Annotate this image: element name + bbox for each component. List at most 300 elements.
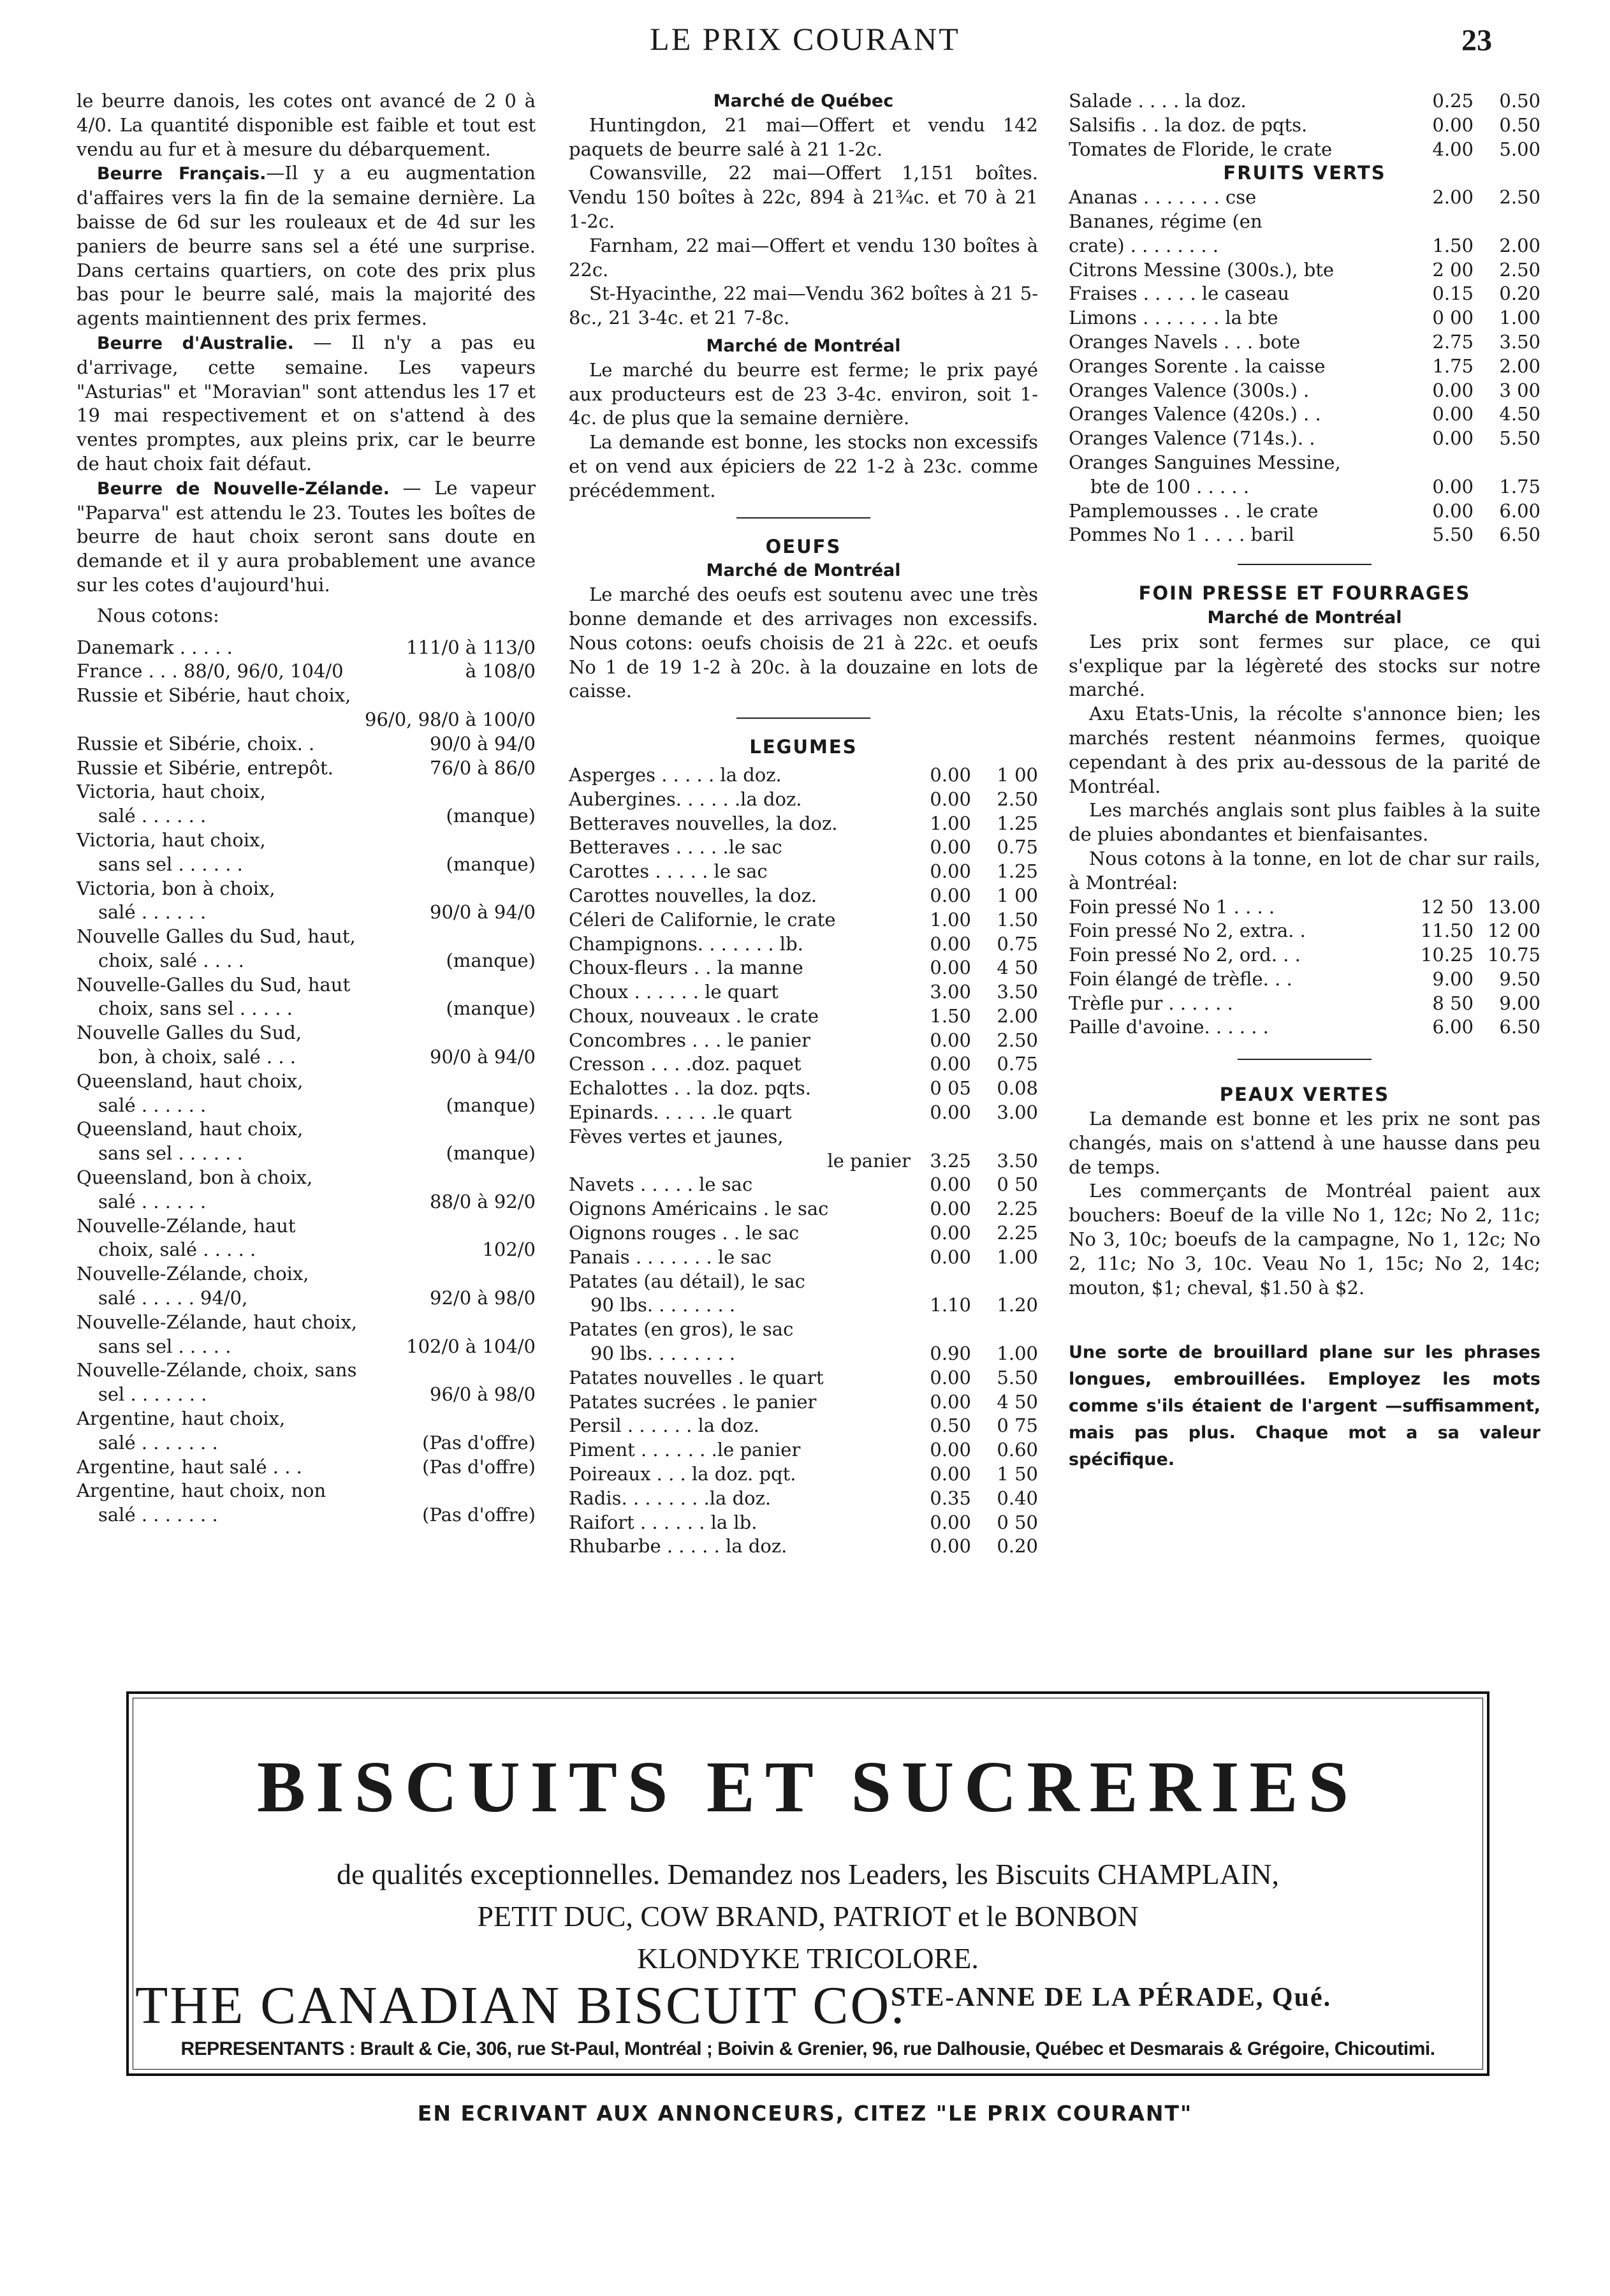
price-label: Nouvelle Galles du Sud, haut,	[77, 925, 356, 948]
paragraph: Farnham, 22 mai—Offert et vendu 130 boîtes à 22c.	[569, 234, 1038, 281]
price-label: Cresson . . . .doz. paquet	[569, 1053, 801, 1075]
price-label: salé . . . . . 94/0,	[98, 1287, 248, 1309]
price-low: 0.00	[930, 1053, 971, 1075]
price-row	[569, 1149, 1038, 1174]
price-label: Ananas . . . . . . . cse	[1069, 186, 1257, 209]
price-label: Russie et Sibérie, choix. .	[77, 732, 315, 754]
price-low: 6.00	[1432, 1016, 1474, 1038]
price-row	[569, 763, 1038, 788]
paragraph: St-Hyacinthe, 22 mai—Vendu 362 boîtes à 21 5-8c., 21 3-4c. et 21 7-8c.	[569, 283, 1038, 329]
price-value: 90/0 à 94/0	[430, 732, 536, 754]
price-value: 96/0, 98/0 à 100/0	[365, 708, 536, 730]
price-high: 4 50	[997, 957, 1038, 979]
price-row	[1069, 210, 1540, 234]
price-high: 2.00	[1499, 234, 1540, 256]
price-low: 3.25	[930, 1149, 971, 1172]
price-label: Panais . . . . . . . le sac	[569, 1246, 772, 1268]
price-row	[569, 1511, 1038, 1535]
price-row	[77, 1190, 536, 1214]
price-low: 1.50	[930, 1004, 971, 1027]
price-label: choix, salé . . . . .	[98, 1239, 256, 1261]
price-low: 1.00	[930, 812, 971, 834]
price-row	[77, 708, 536, 732]
price-row	[77, 1286, 536, 1311]
price-high: 1.00	[997, 1246, 1038, 1268]
price-high: 0.50	[1499, 90, 1540, 112]
price-value: 90/0 à 94/0	[430, 901, 536, 924]
column-right	[1069, 89, 1540, 1473]
price-row	[1069, 89, 1540, 114]
price-label: sans sel . . . . . .	[98, 853, 243, 875]
hay-price-table	[1069, 895, 1540, 1040]
price-low: 0.00	[930, 1511, 971, 1533]
price-label: Poireaux . . . la doz. pqt.	[569, 1463, 796, 1485]
price-row	[1069, 114, 1540, 138]
price-high: 0.40	[997, 1487, 1038, 1509]
price-row	[569, 932, 1038, 957]
price-high: 9.50	[1499, 968, 1540, 990]
price-low: 1.10	[930, 1294, 971, 1316]
price-low: 0.00	[930, 1366, 971, 1388]
price-label: sans sel . . . . .	[98, 1335, 231, 1357]
ad-line: de qualités exceptionnelles. Demandez nos Leaders, les Biscuits CHAMPLAIN,	[336, 1858, 1280, 1890]
price-high: 6.00	[1499, 499, 1540, 522]
price-value: (manque)	[446, 997, 536, 1020]
price-row	[569, 1197, 1038, 1221]
price-low: 0.00	[930, 860, 971, 883]
paragraph: Les marchés anglais sont plus faibles à la suite de pluies abondantes et bienfaisantes.	[1069, 799, 1540, 846]
price-row	[77, 1407, 536, 1431]
price-label: Oignons Américains . le sac	[569, 1198, 829, 1220]
price-row	[569, 788, 1038, 812]
price-row	[1069, 402, 1540, 427]
price-label: Queensland, haut choix,	[77, 1118, 304, 1140]
price-label: Fèves vertes et jaunes,	[569, 1125, 784, 1147]
price-low: 0.50	[930, 1415, 971, 1437]
price-high: 2.00	[997, 1004, 1038, 1027]
price-row	[1069, 282, 1540, 306]
section-heading: FRUITS VERTS	[1223, 162, 1386, 184]
price-low: 2.75	[1432, 330, 1474, 353]
price-row	[77, 1503, 536, 1527]
price-row	[569, 1366, 1038, 1390]
price-label: Choux-fleurs . . la manne	[569, 957, 803, 979]
price-row	[77, 901, 536, 925]
price-low: 0.00	[930, 763, 971, 786]
price-label: Concombres . . . le panier	[569, 1029, 811, 1051]
price-low: 1.00	[930, 908, 971, 931]
price-value: 96/0 à 98/0	[430, 1383, 536, 1406]
price-row	[77, 756, 536, 781]
price-low: 0.00	[1432, 475, 1474, 497]
price-label: Choux, nouveaux . le crate	[569, 1004, 819, 1027]
price-value: (manque)	[446, 805, 536, 827]
price-label: Echalottes . . la doz. pqts.	[569, 1077, 811, 1100]
price-label: Piment . . . . . . .le panier	[569, 1439, 801, 1461]
ad-title: BISCUITS ET SUCRERIES	[257, 1746, 1359, 1827]
price-low: 0.00	[930, 884, 971, 906]
price-row	[77, 684, 536, 708]
price-low: 1.75	[1432, 355, 1474, 377]
price-high: 2.00	[1499, 355, 1540, 377]
price-high: 2.25	[997, 1198, 1038, 1220]
ad-company-name: THE CANADIAN BISCUIT CO.	[135, 1976, 907, 2035]
price-label: bte de 100 . . . . .	[1090, 475, 1250, 497]
price-row	[77, 973, 536, 997]
price-low: 2 00	[1432, 258, 1474, 281]
price-label: Aubergines. . . . . .la doz.	[569, 788, 802, 810]
price-label: Oignons rouges . . le sac	[569, 1222, 800, 1244]
price-low: 0.00	[930, 1222, 971, 1244]
price-row	[77, 659, 536, 684]
divider	[1238, 564, 1372, 565]
price-row	[569, 956, 1038, 980]
price-label: Citrons Messine (300s.), bte	[1069, 258, 1335, 281]
paragraph: La demande est bonne, les stocks non excessifs et on vend aux épiciers de 22 1-2 à 23c. comme précédemment.	[569, 431, 1038, 501]
price-label: Oranges Sanguines Messine,	[1069, 451, 1341, 473]
price-label: crate) . . . . . . . .	[1069, 234, 1219, 256]
price-low: 0.00	[930, 932, 971, 955]
price-high: 0.75	[997, 836, 1038, 858]
paragraph-text: — Le vapeur "Paparva" est attendu le 23. Toutes les boîtes de beurre de haut choix seront sans doute en demande et il y aura probablement une avance sur les cotes d'aujourd'hui.	[77, 476, 536, 596]
price-high: 1.50	[997, 908, 1038, 931]
price-row	[77, 877, 536, 901]
price-row	[569, 1487, 1038, 1511]
price-value: à 108/0	[465, 660, 536, 682]
price-row	[569, 1246, 1038, 1270]
price-low: 0.00	[1432, 499, 1474, 522]
price-row	[77, 1045, 536, 1070]
price-label: Queensland, haut choix,	[77, 1070, 304, 1092]
section-heading: FOIN PRESSE ET FOURRAGES	[1138, 582, 1471, 605]
price-high: 9.00	[1499, 992, 1540, 1014]
price-label: Oranges Sorente . la caisse	[1069, 355, 1326, 377]
price-label: Asperges . . . . . la doz.	[569, 763, 782, 786]
price-low: 3.00	[930, 981, 971, 1003]
paragraph-text: —Il y a eu augmentation d'affaires vers la fin de la semaine dernière. La baisse de 6d sur les rouleaux et de 4d sur les paniers de beurre sans sel a été une surprise. Dans certains quartiers, on cote des prix plus bas pour le beurre salé, mais la majorité des agents maintiennent des prix fermes.	[77, 162, 536, 330]
price-value: (Pas d'offre)	[422, 1455, 536, 1478]
price-label: Pamplemousses . . le crate	[1069, 499, 1319, 522]
paragraph	[77, 476, 536, 598]
divider	[1238, 1059, 1372, 1060]
price-label: Argentine, haut salé . . .	[77, 1455, 302, 1478]
price-label: Pommes No 1 . . . . baril	[1069, 524, 1294, 546]
price-row	[77, 1070, 536, 1094]
price-high: 1 00	[997, 884, 1038, 906]
price-value: (manque)	[446, 1094, 536, 1116]
price-high: 3 00	[1499, 379, 1540, 401]
paragraph	[77, 161, 536, 331]
price-value: 88/0 à 92/0	[430, 1190, 536, 1212]
price-high: 6.50	[1499, 524, 1540, 546]
paragraph-lead: Beurre Français.	[97, 164, 267, 184]
price-low: 12 50	[1420, 895, 1474, 918]
price-row	[569, 1052, 1038, 1077]
price-high: 10.75	[1487, 944, 1540, 966]
price-label: Nouvelle-Zélande, choix, sans	[77, 1359, 357, 1381]
price-row	[569, 860, 1038, 884]
price-high: 2.50	[997, 788, 1038, 810]
price-high: 3.50	[1499, 330, 1540, 353]
price-low: 0.00	[1432, 114, 1474, 136]
price-row	[77, 1311, 536, 1335]
price-label: Trèfle pur . . . . . .	[1069, 992, 1233, 1014]
price-high: 12 00	[1487, 920, 1540, 942]
price-label: salé . . . . . .	[98, 1190, 207, 1212]
column-left	[77, 89, 536, 1527]
price-high: 0.50	[1499, 114, 1540, 136]
price-high: 3.50	[997, 1149, 1038, 1172]
price-row	[77, 925, 536, 949]
price-label: Limons . . . . . . . la bte	[1069, 307, 1278, 329]
price-label: Foin pressé No 2, ord. . .	[1069, 944, 1301, 966]
price-label: Salsifis . . la doz. de pqts.	[1069, 114, 1308, 136]
price-row	[1069, 186, 1540, 210]
price-low: 0.00	[930, 1246, 971, 1268]
paragraph: La demande est bonne et les prix ne sont pas changés, mais on s'attend à une hausse dans peu de temps.	[1069, 1108, 1540, 1178]
price-label: Patates sucrées . le panier	[569, 1390, 817, 1413]
price-label: Oranges Valence (300s.) .	[1069, 379, 1310, 401]
paragraph: Nous cotons:	[97, 604, 219, 626]
price-row	[569, 1342, 1038, 1366]
price-low: 0 00	[1432, 307, 1474, 329]
price-label: Russie et Sibérie, entrepôt.	[77, 756, 333, 779]
price-row	[77, 636, 536, 660]
price-value: 102/0 à 104/0	[406, 1335, 536, 1357]
price-high: 0.60	[997, 1439, 1038, 1461]
price-low: 0.00	[1432, 427, 1474, 450]
price-row	[569, 1270, 1038, 1294]
price-label: Radis. . . . . . . .la doz.	[569, 1487, 772, 1509]
price-high: 4.50	[1499, 403, 1540, 425]
price-row	[569, 835, 1038, 860]
price-row	[569, 1390, 1038, 1415]
price-value: (manque)	[446, 949, 536, 971]
price-label: Raifort . . . . . . la lb.	[569, 1511, 757, 1533]
price-label: Nouvelle-Galles du Sud, haut	[77, 973, 351, 996]
price-row	[1069, 895, 1540, 920]
price-label: France . . . 88/0, 96/0, 104/0	[77, 660, 344, 682]
price-row	[77, 853, 536, 877]
price-low: 11.50	[1420, 920, 1474, 942]
price-high: 6.50	[1499, 1016, 1540, 1038]
paragraph: Les prix sont fermes sur place, ce qui s'explique par la légèreté des stocks sur notre marché.	[1069, 630, 1540, 701]
price-high: 0.08	[997, 1077, 1038, 1100]
price-label: Nouvelle Galles du Sud,	[77, 1022, 302, 1044]
price-row	[1069, 234, 1540, 258]
price-low: 0.00	[1432, 403, 1474, 425]
price-low: 0.15	[1432, 283, 1474, 305]
price-value: (manque)	[446, 1142, 536, 1165]
price-row	[1069, 138, 1540, 162]
price-row	[1069, 968, 1540, 992]
price-label: Epinards. . . . . .le quart	[569, 1101, 792, 1124]
price-high: 0 50	[997, 1511, 1038, 1533]
vegetable-price-table	[569, 763, 1038, 1559]
price-label: salé . . . . . . .	[98, 1504, 218, 1526]
ad-line: KLONDYKE TRICOLORE.	[637, 1942, 979, 1975]
price-high: 1 50	[997, 1463, 1038, 1485]
ad-line: PETIT DUC, COW BRAND, PATRIOT et le BONBON	[477, 1900, 1139, 1932]
price-high: 5.50	[1499, 427, 1540, 450]
price-high: 2.25	[997, 1222, 1038, 1244]
price-label: 90 lbs. . . . . . . .	[590, 1294, 736, 1316]
price-row	[569, 1004, 1038, 1029]
price-low: 8 50	[1432, 992, 1474, 1014]
price-label: Foin pressé No 1 . . . .	[1069, 895, 1275, 918]
price-label: bon, à choix, salé . . .	[98, 1046, 296, 1068]
paragraph	[77, 331, 536, 476]
price-label: Oranges Valence (420s.) . .	[1069, 403, 1321, 425]
paragraph: Le marché des oeufs est soutenu avec une très bonne demande et des arrivages non excessifs. Nous cotons: oeufs choisis de 21 à 22c. et oeufs No 1 de 19 1-2 à 20c. à la douzaine en lots de caisse.	[569, 584, 1038, 702]
paragraph-lead: Beurre de Nouvelle-Zélande.	[97, 478, 390, 499]
price-low: 0.00	[930, 1463, 971, 1485]
vegetable-price-table-continued	[1069, 89, 1540, 161]
price-row	[569, 1462, 1038, 1487]
price-label: Fraises . . . . . le caseau	[1069, 283, 1290, 305]
ad-body	[129, 1853, 1487, 1980]
section-heading: LEGUMES	[749, 736, 858, 758]
price-low: 0.00	[930, 957, 971, 979]
column-middle	[569, 89, 1038, 1559]
price-row	[569, 1173, 1038, 1197]
price-label: 90 lbs. . . . . . . .	[590, 1343, 736, 1365]
price-row	[569, 1318, 1038, 1342]
price-label: Patates (en gros), le sac	[569, 1318, 794, 1341]
price-row	[1069, 523, 1540, 547]
price-low: 0 05	[930, 1077, 971, 1100]
price-low: 0.00	[930, 1029, 971, 1051]
paragraph-text: — Il n'y a pas eu d'arrivage, cette semaine. Les vapeurs "Asturias" et "Moravian" sont attendus les 17 et 19 mai respectivement et on s'attend à des ventes promptes, aux pleins prix, car le beurre de haut choix fait défaut.	[77, 331, 536, 475]
price-label: Betteraves nouvelles, la doz.	[569, 812, 838, 834]
price-high: 3.50	[997, 981, 1038, 1003]
price-row	[77, 1142, 536, 1166]
price-high: 13.00	[1487, 895, 1540, 918]
paragraph: Huntingdon, 21 mai—Offert et vendu 142 paquets de beurre salé à 21 1-2c.	[569, 114, 1038, 160]
price-label: Oranges Valence (714s.). .	[1069, 427, 1315, 450]
price-high: 1.20	[997, 1294, 1038, 1316]
price-row	[1069, 355, 1540, 379]
price-row	[77, 732, 536, 756]
section-subheading: Marché de Montréal	[706, 561, 901, 581]
price-low: 0.00	[930, 1101, 971, 1124]
price-high: 1.00	[997, 1343, 1038, 1365]
price-label: Danemark . . . . .	[77, 636, 233, 658]
price-row	[569, 812, 1038, 836]
price-label: choix, salé . . . .	[98, 949, 244, 971]
price-label: Betteraves . . . . .le sac	[569, 836, 782, 858]
price-low: 0.00	[930, 1198, 971, 1220]
paragraph: Le marché du beurre est ferme; le prix payé aux producteurs est de 23 3-4c. environ, soit 1-4c. de plus que la semaine dernière.	[569, 358, 1038, 429]
price-label: Champignons. . . . . . . lb.	[569, 932, 803, 955]
price-value: (Pas d'offre)	[422, 1504, 536, 1526]
price-label: salé . . . . . .	[98, 805, 207, 827]
section-heading: Marché de Québec	[713, 91, 894, 111]
price-high: 1.75	[1499, 475, 1540, 497]
price-row	[569, 1534, 1038, 1559]
price-label: Carottes . . . . . le sac	[569, 860, 768, 883]
section-heading: PEAUX VERTES	[1219, 1084, 1390, 1106]
ad-representatives: REPRESENTANTS : Brault & Cie, 306, rue St-Paul, Montréal ; Boivin & Grenier, 96, rue Dalhousie, Québec et Desmarais & Grégoire, Chicoutimi.	[180, 2038, 1435, 2059]
price-label: le panier	[827, 1149, 911, 1172]
price-row	[1069, 475, 1540, 499]
price-label: Bananes, régime (en	[1069, 210, 1262, 232]
price-label: Paille d'avoine. . . . . .	[1069, 1016, 1269, 1038]
price-high: 0.75	[997, 932, 1038, 955]
price-row	[1069, 943, 1540, 968]
price-label: Tomates de Floride, le crate	[1069, 138, 1333, 160]
price-low: 0.00	[930, 1439, 971, 1461]
price-row	[569, 884, 1038, 908]
price-low: 1.50	[1432, 234, 1474, 256]
price-high: 5.50	[997, 1366, 1038, 1388]
price-row	[1069, 330, 1540, 355]
price-label: Patates nouvelles . le quart	[569, 1366, 824, 1388]
price-low: 0.00	[930, 1535, 971, 1557]
price-high: 0.75	[997, 1053, 1038, 1075]
price-row	[77, 1214, 536, 1239]
price-row	[569, 908, 1038, 932]
notice-box: Une sorte de brouillard plane sur les phrases longues, embrouillées. Employez les mots comme s'ils étaient de l'argent —suffisamment, mais pas plus. Chaque mot a sa valeur spécifique.	[1069, 1343, 1540, 1470]
price-low: 5.50	[1432, 524, 1474, 546]
price-high: 2.50	[997, 1029, 1038, 1051]
price-label: Russie et Sibérie, haut choix,	[77, 684, 351, 707]
section-heading: OEUFS	[765, 535, 842, 557]
price-label: salé . . . . . .	[98, 901, 207, 924]
paragraph: Cowansville, 22 mai—Offert 1,151 boîtes. Vendu 150 boîtes à 22c, 894 à 21¾c. et 70 à 21 1-2c.	[569, 162, 1038, 232]
price-high: 2.50	[1499, 186, 1540, 209]
paragraph: Axu Etats-Unis, la récolte s'annonce bien; les marchés restent néanmoins fermes, quoique cependant à des prix au-dessous de la parité de Montréal.	[1069, 703, 1540, 797]
paragraph: Nous cotons à la tonne, en lot de char sur rails, à Montréal:	[1069, 847, 1540, 894]
price-high: 1.25	[997, 860, 1038, 883]
price-high: 2.50	[1499, 258, 1540, 281]
price-row	[77, 1238, 536, 1262]
price-low: 10.25	[1420, 944, 1474, 966]
price-row	[77, 1431, 536, 1455]
price-label: Victoria, bon à choix,	[77, 877, 275, 899]
price-label: Salade . . . . la doz.	[1069, 90, 1247, 112]
price-row	[77, 1479, 536, 1503]
price-label: Patates (au détail), le sac	[569, 1270, 805, 1292]
price-high: 1.00	[1499, 307, 1540, 329]
advertisement-box	[126, 1691, 1489, 2076]
price-low: 0.00	[930, 1390, 971, 1413]
paragraph: Les commerçants de Montréal paient aux bouchers: Boeuf de la ville No 1, 12c; No 2, 11c; No 3, 10c; boeufs de la campagne, No 1, 12c; No 2, 11c; No 3, 10c. Veau No 1, 15c; No 2, 14c; mouton, $1; cheval, $1.50 à $2.	[1069, 1180, 1540, 1299]
price-low: 2.00	[1432, 186, 1474, 209]
price-label: Victoria, haut choix,	[77, 781, 266, 803]
price-row	[77, 1455, 536, 1480]
fruit-price-table	[1069, 186, 1540, 547]
price-label: Persil . . . . . . la doz.	[569, 1415, 759, 1437]
price-high: 5.00	[1499, 138, 1540, 160]
price-row	[569, 1414, 1038, 1438]
price-high: 0 75	[997, 1415, 1038, 1437]
price-low: 9.00	[1432, 968, 1474, 990]
price-label: Foin pressé No 2, extra. .	[1069, 920, 1306, 942]
price-high: 1 00	[997, 763, 1038, 786]
price-row	[1069, 427, 1540, 451]
price-row	[77, 1094, 536, 1118]
page-footer: EN ECRIVANT AUX ANNONCEURS, CITEZ "LE PRIX COURANT"	[417, 2101, 1193, 2126]
price-row	[77, 804, 536, 828]
ad-company-location: STE-ANNE DE LA PÉRADE, Qué.	[891, 1983, 1332, 2012]
price-label: salé . . . . . . .	[98, 1431, 218, 1453]
price-label: Nouvelle-Zélande, choix,	[77, 1263, 309, 1285]
paragraph-lead: Beurre d'Australie.	[97, 333, 294, 353]
price-row	[1069, 919, 1540, 943]
price-label: Oranges Navels . . . bote	[1069, 330, 1301, 353]
price-row	[77, 1021, 536, 1045]
